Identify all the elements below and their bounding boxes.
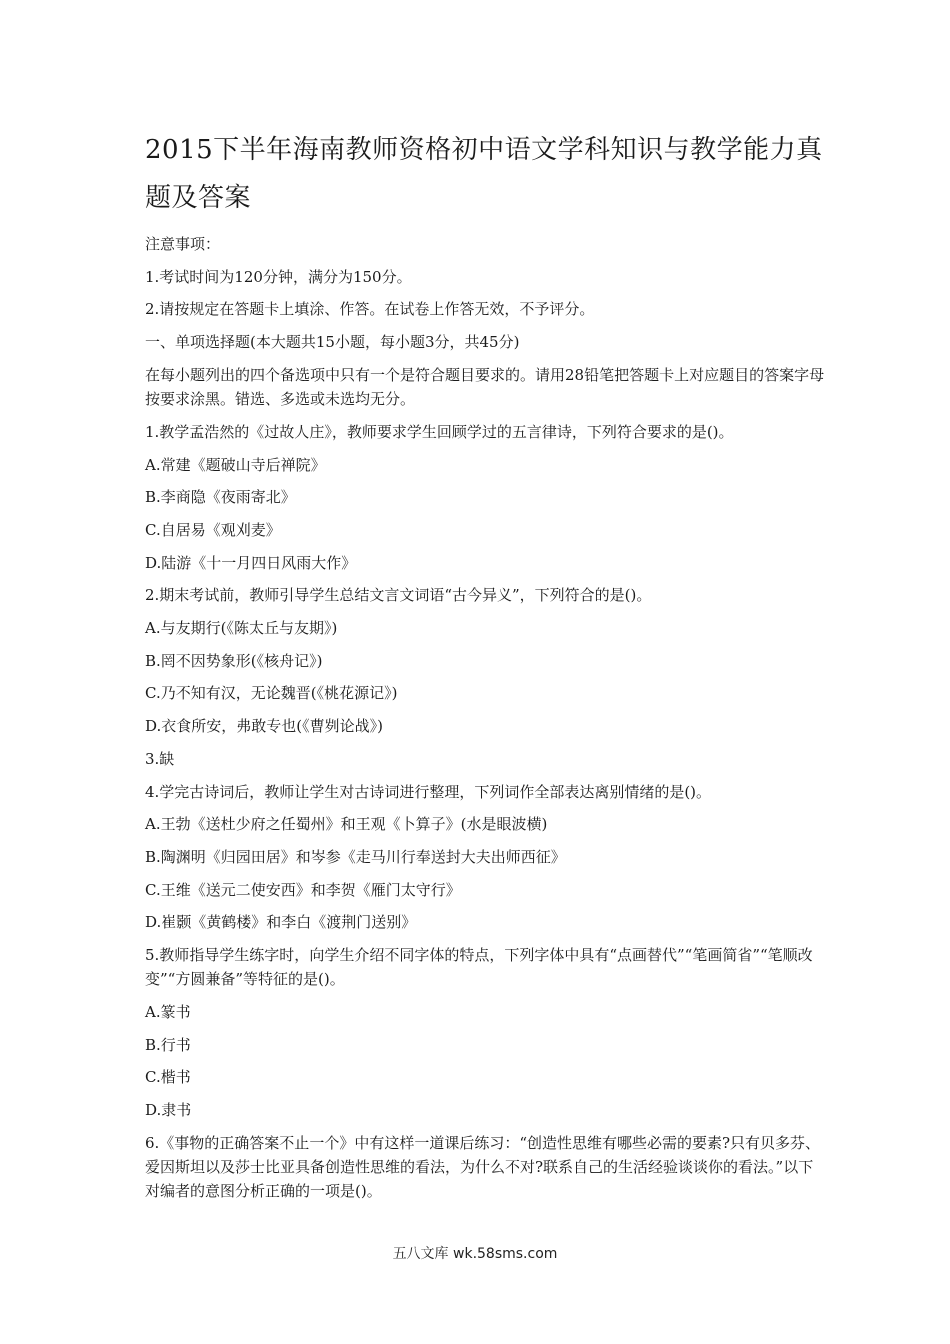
question-option: A.与友期行(《陈太丘与友期》)	[145, 619, 338, 638]
question-stem: 3.缺	[145, 749, 175, 768]
question-option: C.王维《送元二使安西》和李贺《雁门太守行》	[145, 880, 461, 899]
page-footer: 五八文库 wk.58sms.com	[392, 1246, 558, 1262]
note-item: 1.考试时间为120分钟，满分为150分。	[145, 267, 412, 286]
question-option: A.篆书	[145, 1003, 191, 1022]
question-option: D.衣食所安，弗敢专也(《曹刿论战》)	[145, 717, 383, 736]
section-instruction: 在每小题列出的四个备选项中只有一个是符合题目要求的。请用28铅笔把答题卡上对应题目的答案字母按要求涂黑。错选、多选或未选均无分。	[145, 365, 825, 408]
question-option: B.李商隐《夜雨寄北》	[145, 488, 296, 507]
question-option: C.乃不知有汉，无论魏晋(《桃花源记》)	[145, 684, 398, 703]
question-option: B.行书	[145, 1035, 191, 1054]
note-item: 2.请按规定在答题卡上填涂、作答。在试卷上作答无效，不予评分。	[145, 300, 595, 319]
question-option: D.隶书	[145, 1101, 192, 1120]
question-option: A.王勃《送杜少府之任蜀州》和王观《卜算子》(水是眼波横)	[145, 815, 548, 834]
question-stem: 5.教师指导学生练字时，向学生介绍不同字体的特点，下列字体中具有“点画替代”“笔画简省”“笔顺改变”“方圆兼备”等特征的是()。	[145, 946, 813, 989]
notes-heading: 注意事项：	[145, 235, 221, 253]
question-option: C.楷书	[145, 1068, 191, 1087]
question-option: C.自居易《观刈麦》	[145, 520, 281, 539]
document-body	[145, 228, 825, 1208]
question-option: D.陆游《十一月四日风雨大作》	[145, 553, 357, 572]
question-stem: 4.学完古诗词后，教师让学生对古诗词进行整理，下列词作全部表达离别情绪的是()。	[145, 782, 712, 801]
page-title: 2015下半年海南教师资格初中语文学科知识与教学能力真题及答案	[145, 135, 823, 213]
question-option: B.罔不因势象形(《核舟记》)	[145, 651, 323, 670]
question-stem: 6.《事物的正确答案不止一个》中有这样一道课后练习：“创造性思维有哪些必需的要素?只有贝多芬、爱因斯坦以及莎士比亚具备创造性思维的看法，为什么不对?联系自己的生活经验谈谈你的看法。”以下对编者的意图分析正确的一项是()。	[145, 1133, 821, 1200]
question-option: D.崔颢《黄鹤楼》和李白《渡荆门送别》	[145, 913, 417, 932]
question-stem: 2.期末考试前，教师引导学生总结文言文词语“古今异义”，下列符合的是()。	[145, 586, 652, 605]
question-option: B.陶渊明《归园田居》和岑参《走马川行奉送封大夫出师西征》	[145, 847, 566, 866]
question-option: A.常建《题破山寺后禅院》	[145, 455, 326, 474]
section-heading: 一、单项选择题(本大题共15小题，每小题3分，共45分)	[145, 333, 520, 352]
question-stem: 1.教学孟浩然的《过故人庄》，教师要求学生回顾学过的五言律诗，下列符合要求的是()。	[145, 422, 734, 441]
